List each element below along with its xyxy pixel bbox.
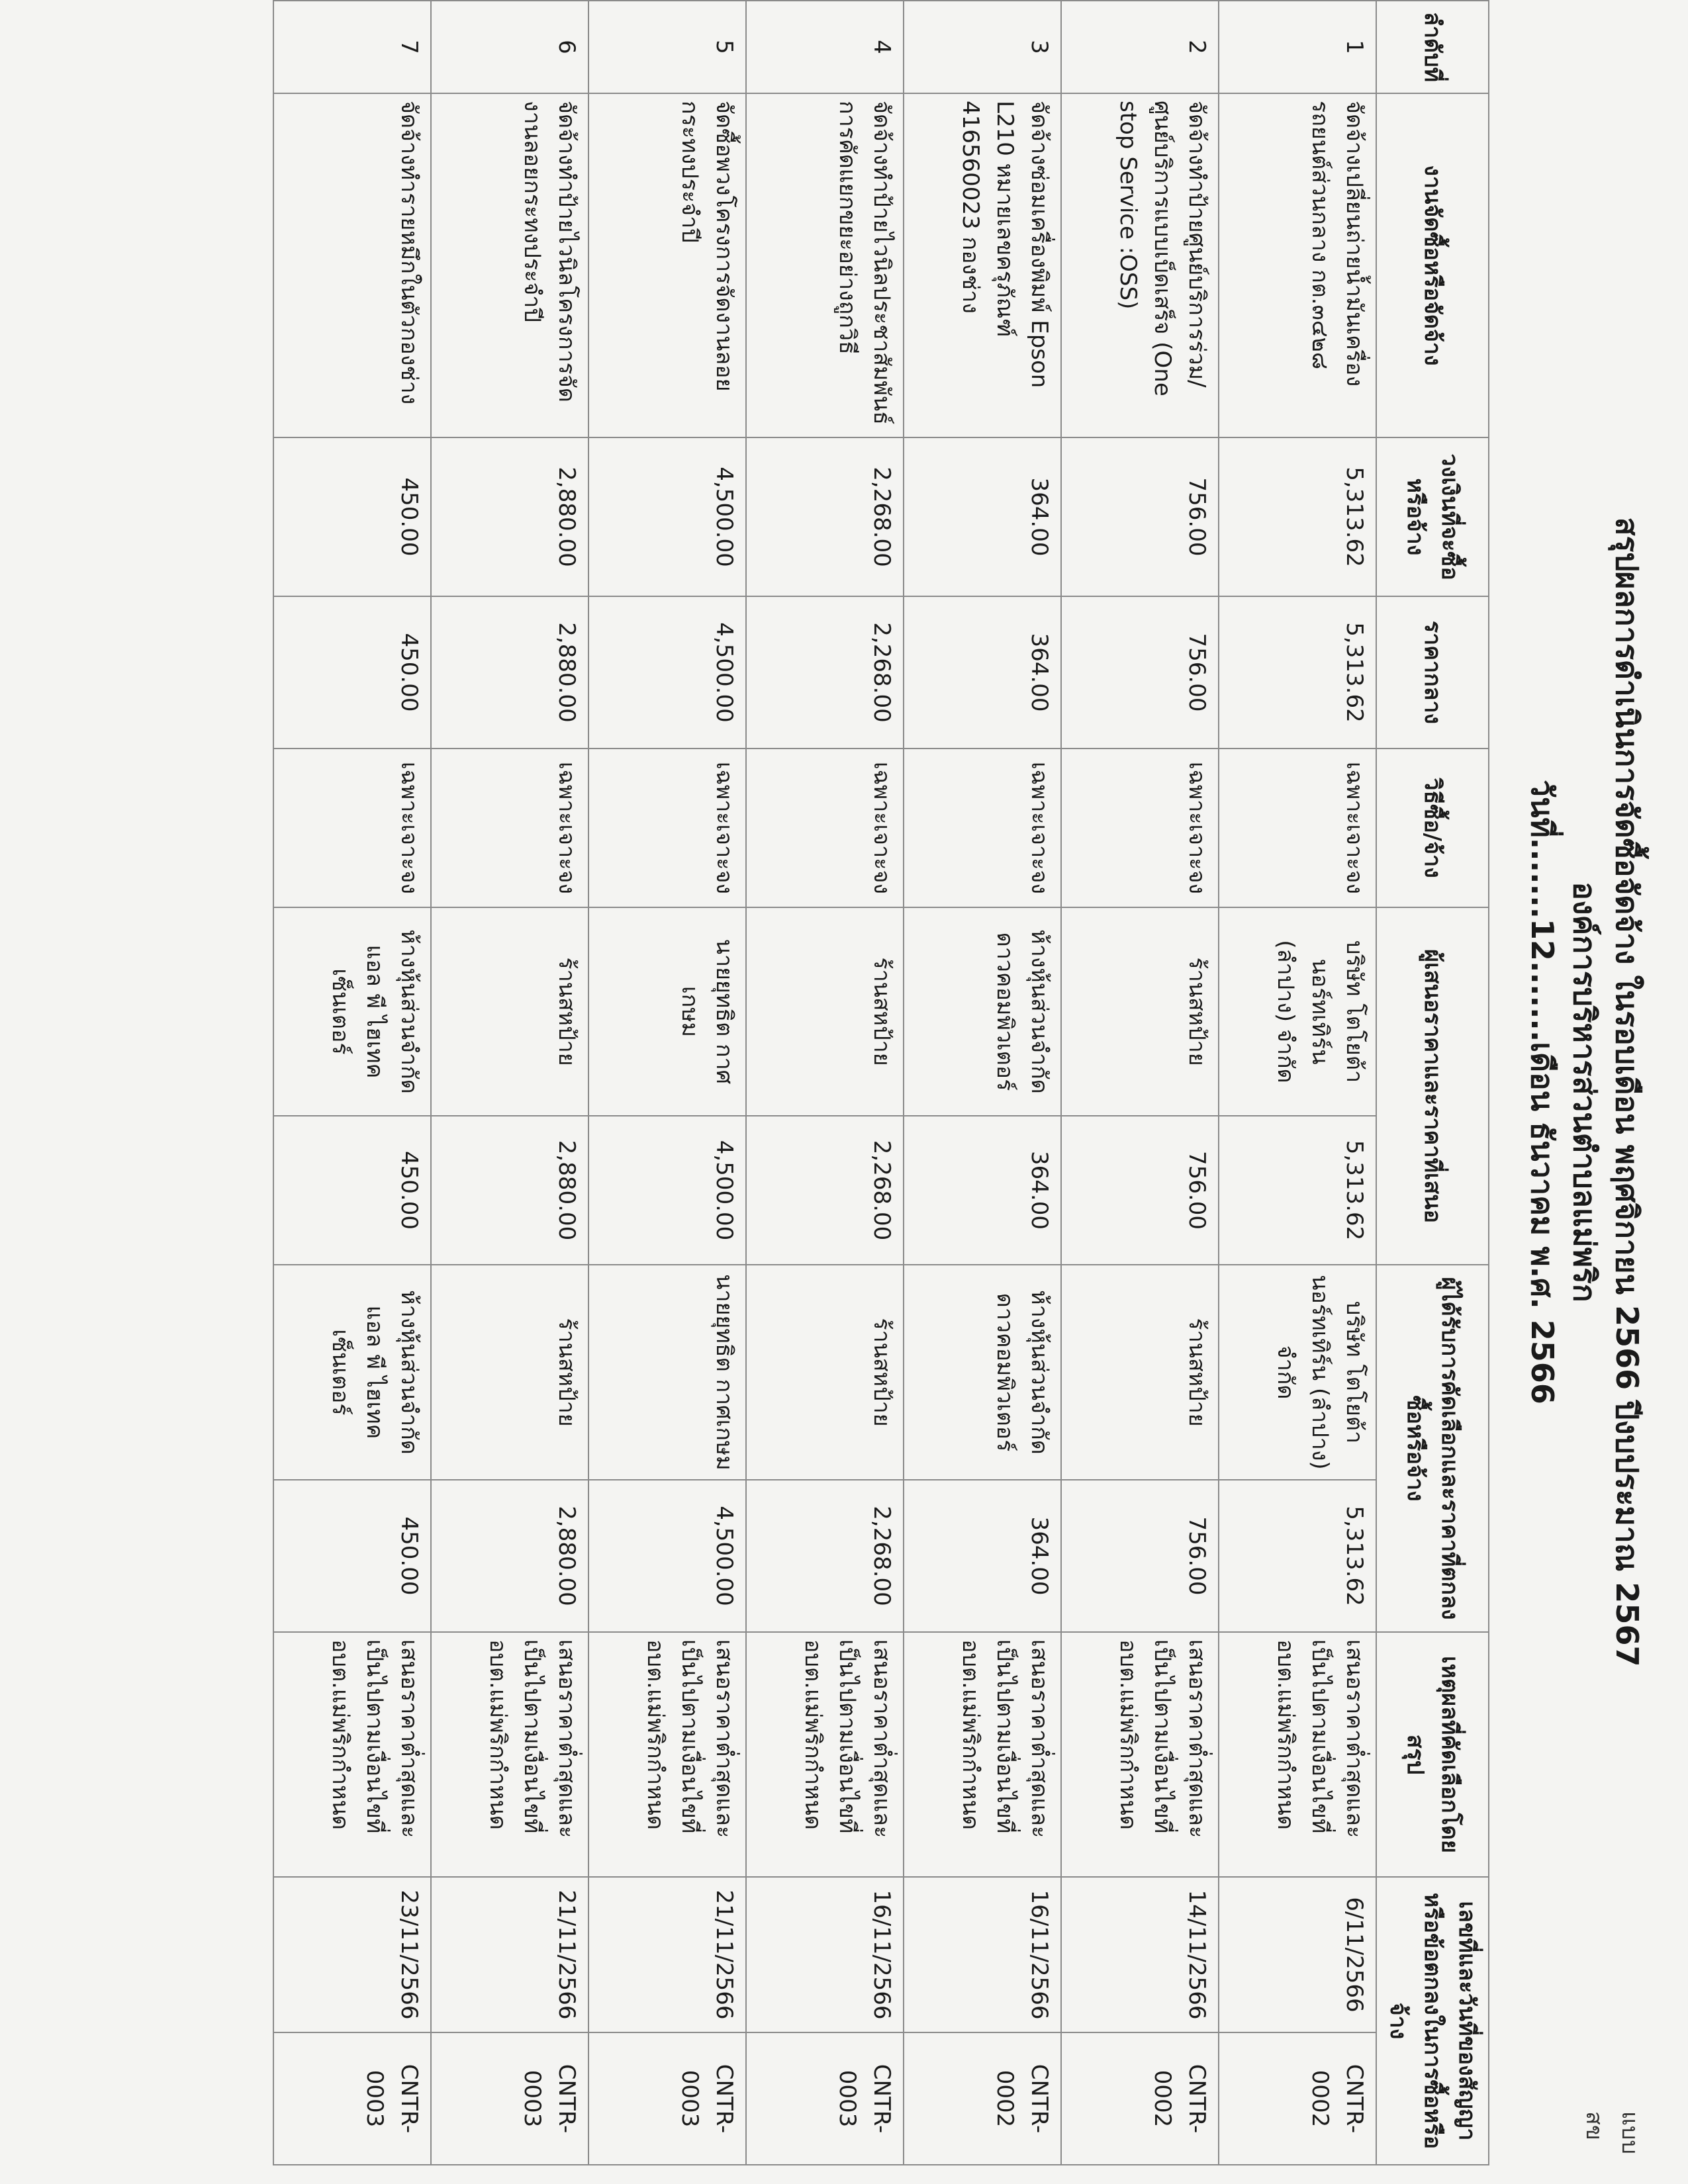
cell-winner-price: 2,880.00 <box>431 1480 588 1632</box>
cell-contract-date: 6/11/2566 <box>1219 1877 1376 2032</box>
cell-median-price: 364.00 <box>904 596 1061 749</box>
cell-contract-date: 23/11/2566 <box>273 1877 431 2032</box>
cell-budget: 4,500.00 <box>588 437 746 596</box>
cell-winner: ห้างหุ้นส่วนจำกัด ดาวคอมพิวเตอร์ <box>904 1265 1061 1480</box>
cell-winner: ร้านสหป้าย <box>431 1265 588 1480</box>
table-row <box>273 1 431 2165</box>
cell-no: 1 <box>1219 1 1376 93</box>
cell-reason: เสนอราคาต่ำสุดและเป็นไปตามเงื่อนไขที่ อบต.แม่พริกกำหนด <box>273 1632 431 1877</box>
cell-item: จัดจ้างซ่อมเครื่องพิมพ์ Epson L210 หมายเลขครุภัณฑ์ 416560023 กองช่าง <box>904 93 1061 437</box>
cell-bidder: ร้านสหป้าย <box>431 907 588 1116</box>
cell-contract-date: 16/11/2566 <box>746 1877 904 2032</box>
cell-bid-price: 2,268.00 <box>746 1116 904 1265</box>
cell-method: เฉพาะเจาะจง <box>1219 749 1376 907</box>
cell-item: จัดจ้างทำป้ายไวนิลโครงการจัดงานลอยกระทงประจำปี <box>431 93 588 437</box>
organization-name: องค์การบริหารส่วนตำบลแม่พริก <box>1567 882 1603 1302</box>
col-header-item: งานจัดซื้อหรือจัดจ้าง <box>1376 93 1489 437</box>
cell-item: จัดจ้างทำป้ายไวนิลประชาสัมพันธ์การคัดแยกขยะอย่างถูกวิธี <box>746 93 904 437</box>
cell-contract-no: CNTR-0003 <box>431 2032 588 2165</box>
cell-item: จัดจ้างทำรายหมึกในตัวกองช่าง <box>273 93 431 437</box>
cell-budget: 364.00 <box>904 437 1061 596</box>
cell-item: จัดซื้อพวงโครงการจัดงานลอยกระทงประจำปี <box>588 93 746 437</box>
cell-reason: เสนอราคาต่ำสุดและเป็นไปตามเงื่อนไขที่ อบต.แม่พริกกำหนด <box>1219 1632 1376 1877</box>
cell-bidder: บริษัท โตโยต้า นอร์ทเทิร์น (ลำปาง) จำกัด <box>1219 907 1376 1116</box>
cell-winner: ห้างหุ้นส่วนจำกัด แอล พี ไฮเทค เซ็นเตอร์ <box>273 1265 431 1480</box>
col-header-no: ลำดับที่ <box>1376 1 1489 93</box>
cell-budget: 5,313.62 <box>1219 437 1376 596</box>
cell-no: 5 <box>588 1 746 93</box>
cell-median-price: 450.00 <box>273 596 431 749</box>
cell-method: เฉพาะเจาะจง <box>1061 749 1219 907</box>
cell-bidder: ร้านสหป้าย <box>746 907 904 1116</box>
col-header-contract: เลขที่และวันที่ของสัญญาหรือข้อตกลงในการซื้อหรือจ้าง <box>1376 1877 1489 2165</box>
cell-method: เฉพาะเจาะจง <box>273 749 431 907</box>
cell-contract-date: 16/11/2566 <box>904 1877 1061 2032</box>
cell-contract-date: 21/11/2566 <box>588 1877 746 2032</box>
cell-contract-no: CNTR-0003 <box>746 2032 904 2165</box>
cell-bid-price: 364.00 <box>904 1116 1061 1265</box>
document-title: สรุปผลการดำเนินการจัดซื้อจัดจ้าง ในรอบเดือน พฤศจิกายน 2566 ปีงบประมาณ 2567 <box>1609 517 1645 1667</box>
cell-budget: 2,268.00 <box>746 437 904 596</box>
col-header-budget: วงเงินที่จะซื้อหรือจ้าง <box>1376 437 1489 596</box>
cell-winner-price: 2,268.00 <box>746 1480 904 1632</box>
col-header-reason: เหตุผลที่คัดเลือกโดยสรุป <box>1376 1632 1489 1877</box>
cell-bid-price: 4,500.00 <box>588 1116 746 1265</box>
cell-winner-price: 5,313.62 <box>1219 1480 1376 1632</box>
cell-winner: บริษัท โตโยต้า นอร์ทเทิร์น (ลำปาง) จำกัด <box>1219 1265 1376 1480</box>
table-row <box>1061 1 1219 2165</box>
cell-method: เฉพาะเจาะจง <box>746 749 904 907</box>
cell-contract-no: CNTR-0002 <box>1219 2032 1376 2165</box>
cell-item: จัดจ้างเปลี่ยนถ่ายน้ำมันเครื่องรถยนต์ส่วนกลาง กต.๓๔๒๘ <box>1219 93 1376 437</box>
col-header-bidder: ผู้เสนอราคาและราคาที่เสนอ <box>1376 907 1489 1265</box>
cell-bid-price: 5,313.62 <box>1219 1116 1376 1265</box>
cell-reason: เสนอราคาต่ำสุดและเป็นไปตามเงื่อนไขที่ อบต.แม่พริกกำหนด <box>1061 1632 1219 1877</box>
cell-bid-price: 756.00 <box>1061 1116 1219 1265</box>
cell-budget: 2,880.00 <box>431 437 588 596</box>
document-header <box>1521 0 1648 2184</box>
cell-winner-price: 450.00 <box>273 1480 431 1632</box>
cell-contract-no: CNTR-0003 <box>273 2032 431 2165</box>
cell-bidder: ร้านสหป้าย <box>1061 907 1219 1116</box>
col-header-winner: ผู้ได้รับการคัดเลือกและราคาที่ตกลงซื้อหรือจ้าง <box>1376 1265 1489 1632</box>
cell-winner: นายยุทธิต กาศเกษม <box>588 1265 746 1480</box>
cell-winner-price: 364.00 <box>904 1480 1061 1632</box>
cell-bidder: ห้างหุ้นส่วนจำกัด แอล พี ไฮเทค เซ็นเตอร์ <box>273 907 431 1116</box>
cell-no: 2 <box>1061 1 1219 93</box>
cell-budget: 756.00 <box>1061 437 1219 596</box>
table-header-row <box>1376 1 1489 2165</box>
cell-method: เฉพาะเจาะจง <box>431 749 588 907</box>
cell-no: 6 <box>431 1 588 93</box>
cell-contract-no: CNTR-0002 <box>904 2032 1061 2165</box>
cell-contract-no: CNTR-0002 <box>1061 2032 1219 2165</box>
cell-reason: เสนอราคาต่ำสุดและเป็นไปตามเงื่อนไขที่ อบต.แม่พริกกำหนด <box>431 1632 588 1877</box>
cell-bid-price: 2,880.00 <box>431 1116 588 1265</box>
cell-contract-date: 21/11/2566 <box>431 1877 588 2032</box>
cell-method: เฉพาะเจาะจง <box>904 749 1061 907</box>
cell-median-price: 756.00 <box>1061 596 1219 749</box>
procurement-table <box>273 0 1489 2165</box>
cell-winner: ร้านสหป้าย <box>746 1265 904 1480</box>
form-code: แบบ สข <box>1581 2111 1643 2155</box>
table-row <box>746 1 904 2165</box>
col-header-method: วิธีซื้อ/จ้าง <box>1376 749 1489 907</box>
cell-item: จัดจ้างทำป้ายศูนย์บริการร่วม/ศูนย์บริการแบบเบ็ดเสร็จ (One stop Service :OSS) <box>1061 93 1219 437</box>
cell-bidder: ห้างหุ้นส่วนจำกัด ดาวคอมพิวเตอร์ <box>904 907 1061 1116</box>
cell-median-price: 4,500.00 <box>588 596 746 749</box>
cell-bidder: นายยุทธิต กาศเกษม <box>588 907 746 1116</box>
cell-method: เฉพาะเจาะจง <box>588 749 746 907</box>
col-header-median-price: ราคากลาง <box>1376 596 1489 749</box>
table-row <box>588 1 746 2165</box>
table-row <box>904 1 1061 2165</box>
table-row <box>431 1 588 2165</box>
cell-winner: ร้านสหป้าย <box>1061 1265 1219 1480</box>
cell-median-price: 5,313.62 <box>1219 596 1376 749</box>
table-row <box>1219 1 1376 2165</box>
cell-no: 3 <box>904 1 1061 93</box>
cell-median-price: 2,880.00 <box>431 596 588 749</box>
cell-budget: 450.00 <box>273 437 431 596</box>
cell-winner-price: 756.00 <box>1061 1480 1219 1632</box>
cell-reason: เสนอราคาต่ำสุดและเป็นไปตามเงื่อนไขที่ อบต.แม่พริกกำหนด <box>588 1632 746 1877</box>
cell-contract-date: 14/11/2566 <box>1061 1877 1219 2032</box>
cell-reason: เสนอราคาต่ำสุดและเป็นไปตามเงื่อนไขที่ อบต.แม่พริกกำหนด <box>746 1632 904 1877</box>
cell-bid-price: 450.00 <box>273 1116 431 1265</box>
report-date: วันที่.......12.......เดือน ธันวาคม พ.ศ. 2566 <box>1524 780 1560 1404</box>
cell-contract-no: CNTR-0003 <box>588 2032 746 2165</box>
cell-reason: เสนอราคาต่ำสุดและเป็นไปตามเงื่อนไขที่ อบต.แม่พริกกำหนด <box>904 1632 1061 1877</box>
cell-no: 7 <box>273 1 431 93</box>
cell-median-price: 2,268.00 <box>746 596 904 749</box>
cell-no: 4 <box>746 1 904 93</box>
cell-winner-price: 4,500.00 <box>588 1480 746 1632</box>
